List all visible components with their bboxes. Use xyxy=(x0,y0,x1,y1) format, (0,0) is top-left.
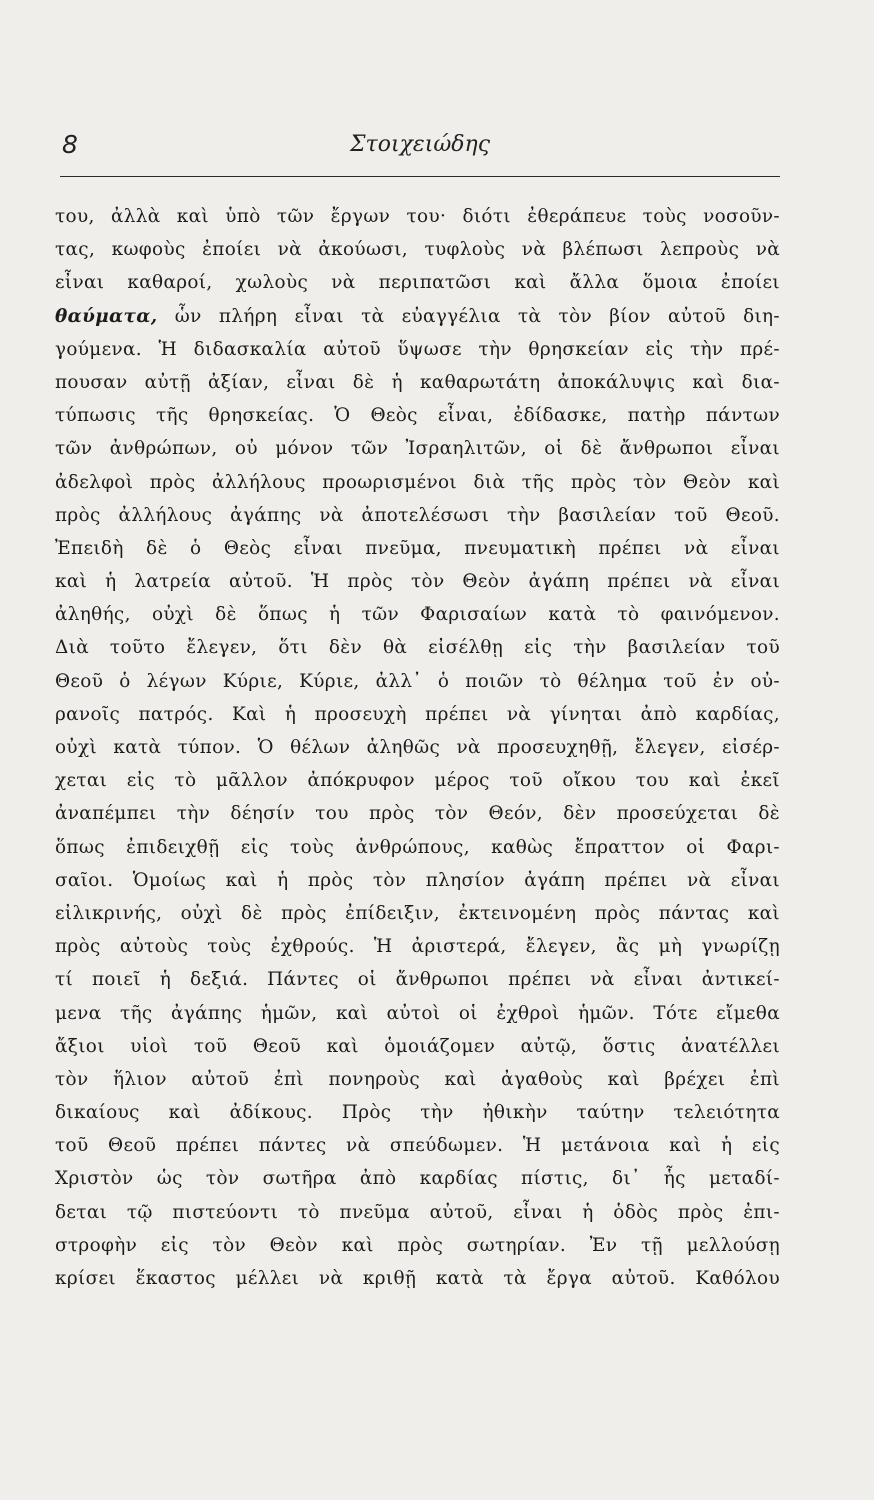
page-header xyxy=(60,128,780,168)
text-line: τοῦ Θεοῦ πρέπει πάντες νὰ σπεύδωμεν. Ἡ μετάνοια καὶ ἡ εἰς xyxy=(55,1135,780,1157)
text-line: πουσαν αὐτῇ ἀξίαν, εἶναι δὲ ἡ καθαρωτάτη ἀποκάλυψις καὶ δια- xyxy=(55,371,780,393)
text-line: εἰλικρινής, οὐχὶ δὲ πρὸς ἐπίδειξιν, ἐκτεινομένη πρὸς πάντας καὶ xyxy=(55,902,780,924)
running-title: Στοιχειώδης xyxy=(349,132,491,157)
text-line: ρανοῖς πατρός. Καὶ ἡ προσευχὴ πρέπει νὰ γίνηται ἀπὸ καρδίας, xyxy=(55,703,780,725)
text-line: τὸν ἥλιον αὐτοῦ ἐπὶ πονηροὺς καὶ ἀγαθοὺς καὶ βρέχει ἐπὶ xyxy=(55,1068,780,1090)
page-number: 8 xyxy=(62,130,78,159)
text-line: μενα τῆς ἀγάπης ἡμῶν, καὶ αὐτοὶ οἱ ἐχθροὶ ἡμῶν. Τότε εἴμεθα xyxy=(55,1002,780,1024)
text-line: ἄξιοι υἱοὶ τοῦ Θεοῦ καὶ ὁμοιάζομεν αὐτῷ, ὅστις ἀνατέλλει xyxy=(55,1035,780,1057)
text-line: τας, κωφοὺς ἐποίει νὰ ἀκούωσι, τυφλοὺς νὰ βλέπωσι λεπροὺς νὰ xyxy=(55,239,780,261)
text-line: τῶν ἀνθρώπων, οὐ μόνον τῶν Ἰσραηλιτῶν, οἱ δὲ ἄνθρωποι εἶναι xyxy=(55,438,780,460)
text-line: δικαίους καὶ ἀδίκους. Πρὸς τὴν ἠθικὴν ταύτην τελειότητα xyxy=(55,1102,780,1124)
text-line: καὶ ἡ λατρεία αὐτοῦ. Ἡ πρὸς τὸν Θεὸν ἀγάπη πρέπει νὰ εἶναι xyxy=(55,571,780,593)
text-line: δεται τῷ πιστεύοντι τὸ πνεῦμα αὐτοῦ, εἶναι ἡ ὁδὸς πρὸς ἐπι- xyxy=(55,1201,780,1223)
text-line: πρὸς ἀλλήλους ἀγάπης νὰ ἀποτελέσωσι τὴν βασιλείαν τοῦ Θεοῦ. xyxy=(55,504,780,526)
text-line: γούμενα. Ἡ διδασκαλία αὐτοῦ ὕψωσε τὴν θρησκείαν εἰς τὴν πρέ- xyxy=(55,338,780,360)
text-line: στροφὴν εἰς τὸν Θεὸν καὶ πρὸς σωτηρίαν. Ἐν τῇ μελλούσῃ xyxy=(55,1234,780,1256)
text-line: του, ἀλλὰ καὶ ὑπὸ τῶν ἔργων του· διότι ἐθεράπευε τοὺς νοσοῦν- xyxy=(55,206,780,227)
text-line: ὅπως ἐπιδειχθῇ εἰς τοὺς ἀνθρώπους, καθὼς ἔπραττον οἱ Φαρι- xyxy=(55,836,780,858)
text-line: εἶναι καθαροί, χωλοὺς νὰ περιπατῶσι καὶ ἄλλα ὅμοια ἐποίει xyxy=(55,272,780,294)
text-line: χεται εἰς τὸ μᾶλλον ἀπόκρυφον μέρος τοῦ οἴκου του καὶ ἐκεῖ xyxy=(55,770,780,792)
text-line: Θεοῦ ὁ λέγων Κύριε, Κύριε, ἀλλ᾽ ὁ ποιῶν τὸ θέλημα τοῦ ἐν οὐ- xyxy=(55,670,780,692)
emphasized-word: θαύματα, xyxy=(55,305,158,327)
text-line-with-emphasis xyxy=(55,300,780,333)
text-line: οὐχὶ κατὰ τύπον. Ὁ θέλων ἀληθῶς νὰ προσευχηθῇ, ἔλεγεν, εἰσέρ- xyxy=(55,737,780,758)
text-line: τύπωσις τῆς θρησκείας. Ὁ Θεὸς εἶναι, ἐδίδασκε, πατὴρ πάντων xyxy=(55,405,780,427)
text-line: σαῖοι. Ὁμοίως καὶ ἡ πρὸς τὸν πλησίον ἀγάπη πρέπει νὰ εἶναι xyxy=(55,869,780,891)
text-line: Ἐπειδὴ δὲ ὁ Θεὸς εἶναι πνεῦμα, πνευματικὴ πρέπει νὰ εἶναι xyxy=(55,537,780,559)
text-line: ἀναπέμπει τὴν δέησίν του πρὸς τὸν Θεόν, δὲν προσεύχεται δὲ xyxy=(55,803,780,825)
text-line: ἀδελφοὶ πρὸς ἀλλήλους προωρισμένοι διὰ τῆς πρὸς τὸν Θεὸν καὶ xyxy=(55,471,780,493)
text-line: ἀληθής, οὐχὶ δὲ ὅπως ἡ τῶν Φαρισαίων κατὰ τὸ φαινόμενον. xyxy=(55,604,780,626)
text-line: Διὰ τοῦτο ἔλεγεν, ὅτι δὲν θὰ εἰσέλθῃ εἰς τὴν βασιλείαν τοῦ xyxy=(55,637,780,659)
body-text xyxy=(55,200,780,1295)
header-rule xyxy=(60,176,780,177)
text-line: κρίσει ἕκαστος μέλλει νὰ κριθῇ κατὰ τὰ ἔργα αὐτοῦ. Καθόλου xyxy=(55,1268,780,1289)
text-line: τί ποιεῖ ἡ δεξιά. Πάντες οἱ ἄνθρωποι πρέπει νὰ εἶναι ἀντικεί- xyxy=(55,969,780,991)
text-line-rest: ὧν πλήρη εἶναι τὰ εὐαγγέλια τὰ τὸν βίον αὐτοῦ διη- xyxy=(174,305,780,327)
text-line: πρὸς αὐτοὺς τοὺς ἐχθρούς. Ἡ ἀριστερά, ἔλεγεν, ἂς μὴ γνωρίζῃ xyxy=(55,936,780,958)
text-line: Χριστὸν ὡς τὸν σωτῆρα ἀπὸ καρδίας πίστις, δι᾽ ἧς μεταδί- xyxy=(55,1168,780,1190)
